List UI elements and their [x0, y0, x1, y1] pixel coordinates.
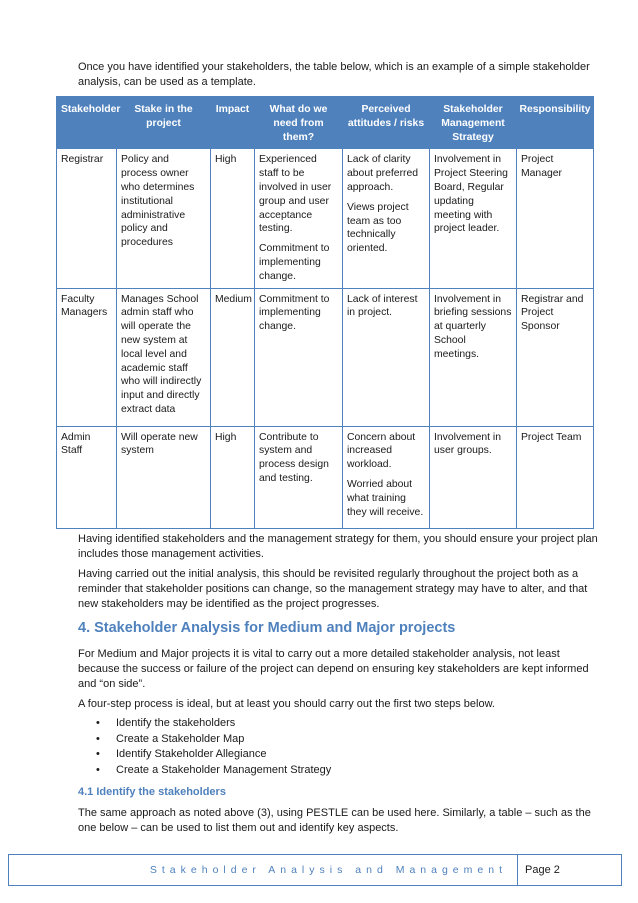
- cell-stakeholder: Registrar: [57, 149, 117, 288]
- cell-need-line: Commitment to implementing change.: [259, 243, 330, 282]
- pestle-text: The same approach as noted above (3), using PESTLE can be used here. Similarly, a table – such as the one below – can be used to list them out and identify key aspects.: [78, 807, 591, 834]
- steps-list: [96, 716, 331, 778]
- cell-risks: [343, 288, 430, 426]
- management-text: Having identified stakeholders and the management strategy for them, you should ensure your project plan includes those management activities.: [78, 533, 598, 560]
- four-step-paragraph: [78, 697, 598, 712]
- cell-need-line: Contribute to system and process design and testing.: [259, 431, 329, 484]
- bullet-icon: •: [96, 717, 100, 729]
- header-risks: Perceived attitudes / risks: [343, 97, 430, 149]
- cell-risk-line: Lack of clarity about preferred approach.: [347, 154, 419, 193]
- intro-paragraph: [78, 60, 598, 90]
- cell-risk-line: Views project team as too technically oriented.: [347, 201, 409, 255]
- cell-impact: High: [211, 426, 255, 528]
- table-row: [57, 149, 594, 288]
- table-header-row: [57, 97, 594, 149]
- cell-risks: [343, 149, 430, 288]
- cell-strategy: Involvement in user groups.: [430, 426, 517, 528]
- cell-responsibility: Project Team: [517, 426, 594, 528]
- cell-risk-line: Lack of interest in project.: [347, 293, 418, 319]
- cell-impact: High: [211, 149, 255, 288]
- table-row: [57, 426, 594, 528]
- pestle-paragraph: [78, 806, 598, 836]
- step-label: Create a Stakeholder Map: [116, 732, 245, 745]
- cell-need-line: Commitment to implementing change.: [259, 293, 330, 333]
- cell-risk-line: Concern about increased workload.: [347, 431, 416, 471]
- table-row: [57, 288, 594, 426]
- bullet-icon: •: [96, 748, 100, 760]
- page-number: Page 2: [525, 864, 560, 876]
- cell-need: [255, 288, 343, 426]
- section4-paragraph: [78, 647, 598, 692]
- revisit-text: Having carried out the initial analysis, this should be revisited regularly throughout the project both as a reminder that stakeholder positions can change, so the management strategy may have to alter, and that new stakeholders may be identified as the project progresses.: [78, 568, 588, 610]
- cell-risks: [343, 426, 430, 528]
- section-heading: 4. Stakeholder Analysis for Medium and Major projects: [78, 620, 456, 636]
- cell-impact: Medium: [211, 288, 255, 426]
- cell-stake: Will operate new system: [117, 426, 211, 528]
- cell-stake: Policy and process owner who determines institutional administrative policy and procedures: [117, 149, 211, 288]
- bullet-icon: •: [96, 763, 100, 776]
- list-item: [96, 763, 331, 779]
- cell-need: [255, 149, 343, 288]
- cell-stakeholder: Admin Staff: [57, 426, 117, 528]
- cell-strategy: Involvement in briefing sessions at quarterly School meetings.: [430, 288, 517, 426]
- section4-text: For Medium and Major projects it is vital to carry out a more detailed stakeholder analysis, not least because the success or failure of the project can depend on ensuring key stakeholders are kept informed and “on side”.: [78, 648, 589, 690]
- four-step-text: A four-step process is ideal, but at least you should carry out the first two steps below.: [78, 698, 495, 710]
- cell-responsibility: Project Manager: [517, 149, 594, 288]
- cell-need: [255, 426, 343, 528]
- cell-risk-line: Worried about what training they will receive.: [347, 478, 424, 518]
- step-label: Identify Stakeholder Allegiance: [116, 748, 267, 760]
- stakeholder-table: [56, 96, 594, 529]
- cell-stakeholder: Faculty Managers: [57, 288, 117, 426]
- cell-need-line: Experienced staff to be involved in user group and user acceptance testing.: [259, 154, 332, 235]
- step-label: Identify the stakeholders: [116, 717, 236, 729]
- header-strategy: Stakeholder Management Strategy: [430, 97, 517, 149]
- header-need: What do we need from them?: [255, 97, 343, 149]
- subsection-heading: 4.1 Identify the stakeholders: [78, 786, 226, 798]
- header-impact: Impact: [211, 97, 255, 149]
- cell-stake: Manages School admin staff who will operate the new system at local level and academic staff who will indirectly input and directly extract data: [117, 288, 211, 426]
- step-label: Create a Stakeholder Management Strategy: [116, 763, 332, 776]
- header-stakeholder: Stakeholder: [57, 97, 117, 149]
- bullet-icon: •: [96, 732, 100, 745]
- revisit-paragraph: [78, 567, 598, 612]
- footer-divider: [517, 855, 518, 885]
- cell-responsibility: Registrar and Project Sponsor: [517, 288, 594, 426]
- header-responsibility: Responsibility: [517, 97, 594, 149]
- list-item: [96, 747, 331, 763]
- management-paragraph: [78, 532, 598, 562]
- footer-title: Stakeholder Analysis and Management: [149, 864, 507, 876]
- cell-strategy: Involvement in Project Steering Board, Regular updating meeting with project leader.: [430, 149, 517, 288]
- header-stake: Stake in the project: [117, 97, 211, 149]
- intro-text: Once you have identified your stakeholders, the table below, which is an example of a simple stakeholder analysis, can be used as a template.: [78, 61, 590, 88]
- list-item: [96, 732, 331, 748]
- page-footer: [8, 854, 622, 886]
- list-item: [96, 716, 331, 732]
